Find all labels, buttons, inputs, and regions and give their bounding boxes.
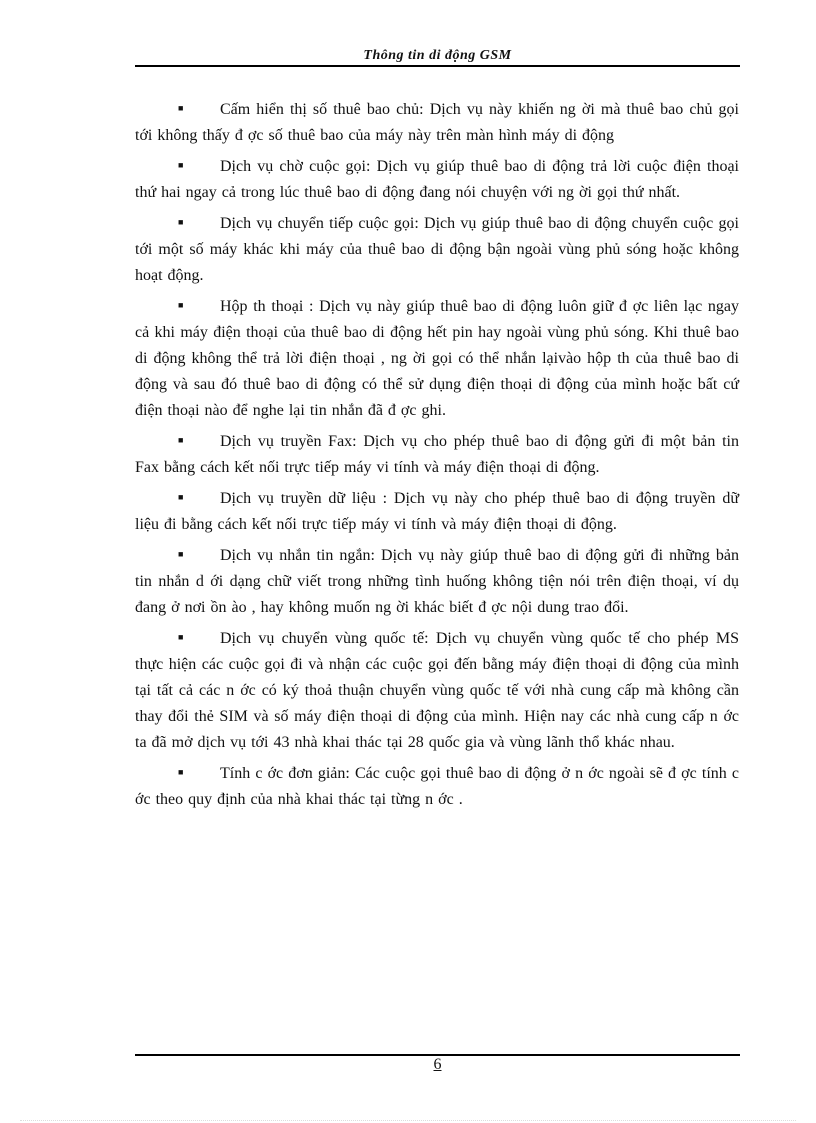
paragraph-text: Cấm hiển thị số thuê bao chủ: Dịch vụ này khiến ng ời mà thuê bao chủ gọi tới không thấy đ ợc số thuê bao của máy này trên màn hình máy di động — [135, 101, 739, 144]
service-paragraph — [135, 484, 739, 538]
paragraph-text: Dịch vụ nhắn tin ngắn: Dịch vụ này giúp thuê bao di động gửi đi những bản tin nhắn d ới dạng chữ viết trong những tình huống không tiện nói trên điện thoại, ví dụ đang ở nơi ồn ào , hay không muốn ng ời khác biết đ ợc nội dung trao đổi. — [135, 547, 739, 616]
paragraph-text: Dịch vụ truyền dữ liệu : Dịch vụ này cho phép thuê bao di động truyền dữ liệu đi bằng cách kết nối trực tiếp máy vi tính và máy điện thoại di động. — [135, 490, 739, 533]
square-bullet-icon: ■ — [178, 435, 184, 445]
paragraph-text: Dịch vụ chờ cuộc gọi: Dịch vụ giúp thuê bao di động trả lời cuộc điện thoại thứ hai ngay cả trong lúc thuê bao di động đang nói chuyện với ng ời gọi thứ nhất. — [135, 158, 739, 201]
service-paragraph — [135, 427, 739, 481]
service-paragraph — [135, 541, 739, 621]
header-divider — [135, 65, 740, 67]
service-paragraph — [135, 624, 739, 756]
square-bullet-icon: ■ — [178, 549, 184, 559]
service-paragraph — [135, 292, 739, 424]
square-bullet-icon: ■ — [178, 160, 184, 170]
service-paragraph — [135, 759, 739, 813]
paragraph-text: Dịch vụ truyền Fax: Dịch vụ cho phép thuê bao di động gửi đi một bản tin Fax bằng cách kết nối trực tiếp máy vi tính và máy điện thoại di động. — [135, 433, 739, 476]
paragraph-text: Tính c ớc đơn giản: Các cuộc gọi thuê bao di động ở n ớc ngoài sẽ đ ợc tính c ớc theo quy định của nhà khai thác tại từng n ớc . — [135, 765, 739, 808]
square-bullet-icon: ■ — [178, 217, 184, 227]
page-number: 6 — [433, 1056, 442, 1073]
running-header: Thông tin di động GSM — [363, 48, 512, 63]
service-paragraph — [135, 95, 739, 149]
square-bullet-icon: ■ — [178, 103, 184, 113]
service-paragraph — [135, 152, 739, 206]
service-paragraph — [135, 209, 739, 289]
document-body — [135, 95, 739, 816]
page-edge-divider — [20, 1120, 796, 1121]
square-bullet-icon: ■ — [178, 632, 184, 642]
paragraph-text: Dịch vụ chuyển vùng quốc tế: Dịch vụ chuyển vùng quốc tế cho phép MS thực hiện các cuộc gọi đi và nhận các cuộc gọi đến bằng máy điện thoại di động của mình tại tất cả các n ớc có ký thoả thuận chuyển vùng quốc tế với nhà cung cấp mà không cần thay đổi thẻ SIM và số máy điện thoại di động của mình. Hiện nay các nhà cung cấp n ớc ta đã mở dịch vụ tới 43 nhà khai thác tại 28 quốc gia và vùng lãnh thổ khác nhau. — [135, 630, 739, 751]
square-bullet-icon: ■ — [178, 767, 184, 777]
paragraph-text: Dịch vụ chuyển tiếp cuộc gọi: Dịch vụ giúp thuê bao di động chuyển cuộc gọi tới một số máy khác khi máy của thuê bao di động bận ngoài vùng phủ sóng hoặc không hoạt động. — [135, 215, 739, 284]
square-bullet-icon: ■ — [178, 492, 184, 502]
square-bullet-icon: ■ — [178, 300, 184, 310]
paragraph-text: Hộp th thoại : Dịch vụ này giúp thuê bao di động luôn giữ đ ợc liên lạc ngay cả khi máy điện thoại của thuê bao di động hết pin hay ngoài vùng phủ sóng. Khi thuê bao di động không thể trả lời điện thoại , ng ời gọi có thể nhắn lạivào hộp th của thuê bao di động và sau đó thuê bao di động có thể sử dụng điện thoại di động của mình hoặc bất cứ điện thoại nào để nghe lại tin nhắn đã đ ợc ghi. — [135, 298, 739, 419]
